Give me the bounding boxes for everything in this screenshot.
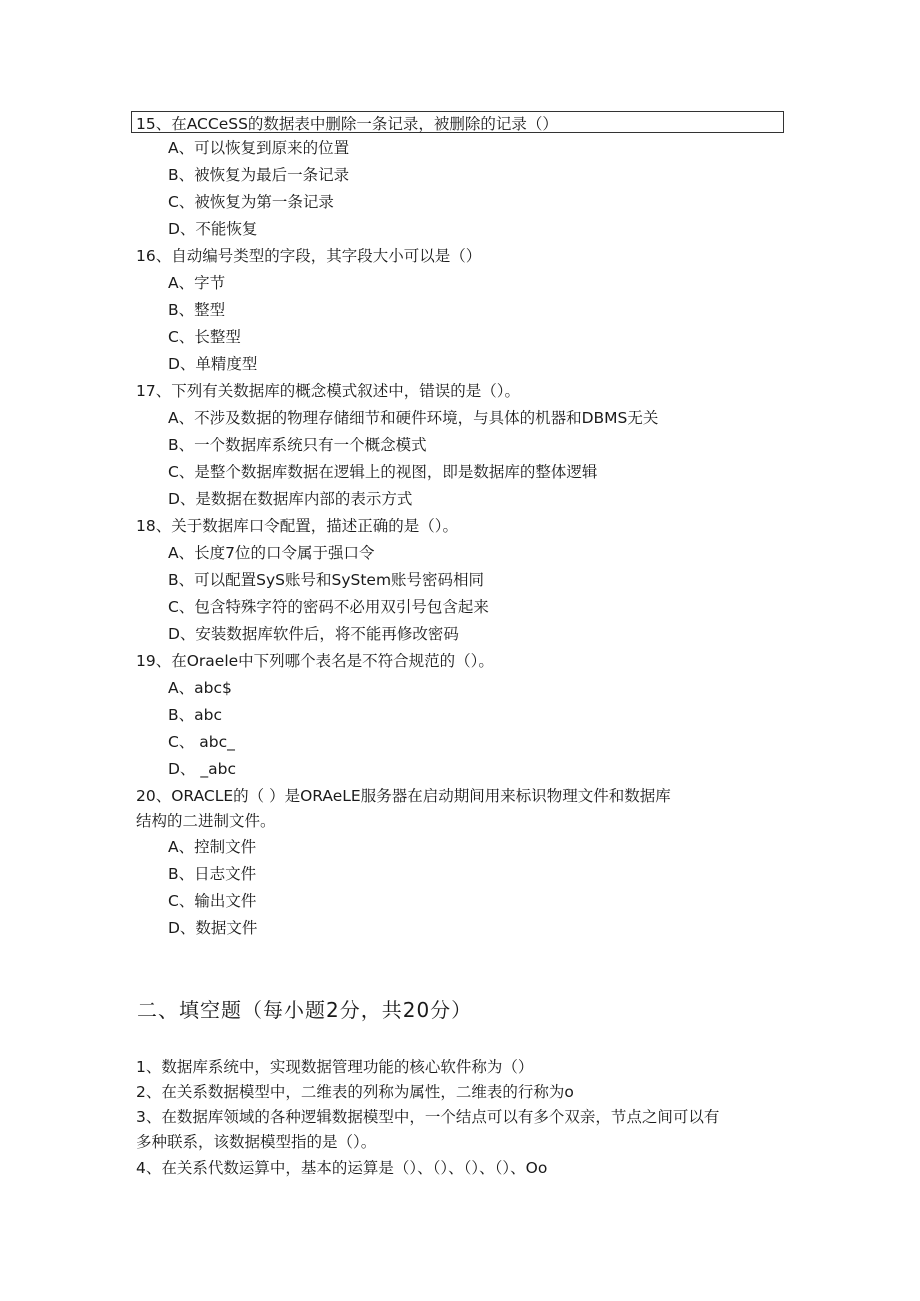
question-20-option-c: C、输出文件 [168,892,257,910]
fill-question-1: 1、数据库系统中，实现数据管理功能的核心软件称为（） [136,1058,534,1076]
question-16-option-b: B、整型 [168,301,226,319]
question-19-option-b: B、abc [168,706,222,724]
question-18-option-c: C、包含特殊字符的密码不必用双引号包含起来 [168,598,489,616]
question-18-option-b: B、可以配置SyS账号和SyStem账号密码相同 [168,571,485,589]
question-17-option-b: B、一个数据库系统只有一个概念模式 [168,436,427,454]
question-19-option-a: A、abc$ [168,679,232,697]
question-20-text-line-1: 20、ORACLE的（ ）是ORAeLE服务器在启动期间用来标识物理文件和数据库 [136,787,671,805]
question-20-text-line-2: 结构的二进制文件。 [136,812,276,830]
section-2-heading: 二、填空题（每小题2分，共20分） [137,998,473,1022]
question-20-option-a: A、控制文件 [168,838,257,856]
question-15-text: 15、在ACCeSS的数据表中删除一条记录，被删除的记录（） [136,115,558,133]
question-17-option-c: C、是整个数据库数据在逻辑上的视图，即是数据库的整体逻辑 [168,463,598,481]
question-16-option-d: D、单精度型 [168,355,258,373]
fill-question-2: 2、在关系数据模型中，二维表的列称为属性，二维表的行称为o [136,1083,574,1101]
fill-question-4: 4、在关系代数运算中，基本的运算是（）、（）、（）、（）、Oo [136,1159,548,1177]
question-15-option-a: A、可以恢复到原来的位置 [168,139,350,157]
question-19-option-c: C、 abc_ [168,733,235,751]
fill-question-3-line-2: 多种联系，该数据模型指的是（）。 [136,1133,377,1151]
question-16-text: 16、自动编号类型的字段，其字段大小可以是（） [136,247,482,265]
question-16-option-a: A、字节 [168,274,226,292]
question-16-option-c: C、长整型 [168,328,241,346]
question-18-option-a: A、长度7位的口令属于强口令 [168,544,375,562]
question-19-text: 19、在Oraele中下列哪个表名是不符合规范的（）。 [136,652,494,670]
fill-question-3-line-1: 3、在数据库领域的各种逻辑数据模型中，一个结点可以有多个双亲，节点之间可以有 [136,1108,720,1126]
question-18-text: 18、关于数据库口令配置，描述正确的是（）。 [136,517,458,535]
question-17-option-d: D、是数据在数据库内部的表示方式 [168,490,413,508]
question-18-option-d: D、安装数据库软件后，将不能再修改密码 [168,625,459,643]
question-15-option-d: D、不能恢复 [168,220,258,238]
question-15-option-b: B、被恢复为最后一条记录 [168,166,350,184]
question-19-option-d: D、 _abc [168,760,236,778]
question-20-option-d: D、数据文件 [168,919,258,937]
question-17-option-a: A、不涉及数据的物理存储细节和硬件环境，与具体的机器和DBMS无关 [168,409,659,427]
question-20-option-b: B、日志文件 [168,865,257,883]
question-15-option-c: C、被恢复为第一条记录 [168,193,334,211]
question-17-text: 17、下列有关数据库的概念模式叙述中，错误的是（）。 [136,382,520,400]
